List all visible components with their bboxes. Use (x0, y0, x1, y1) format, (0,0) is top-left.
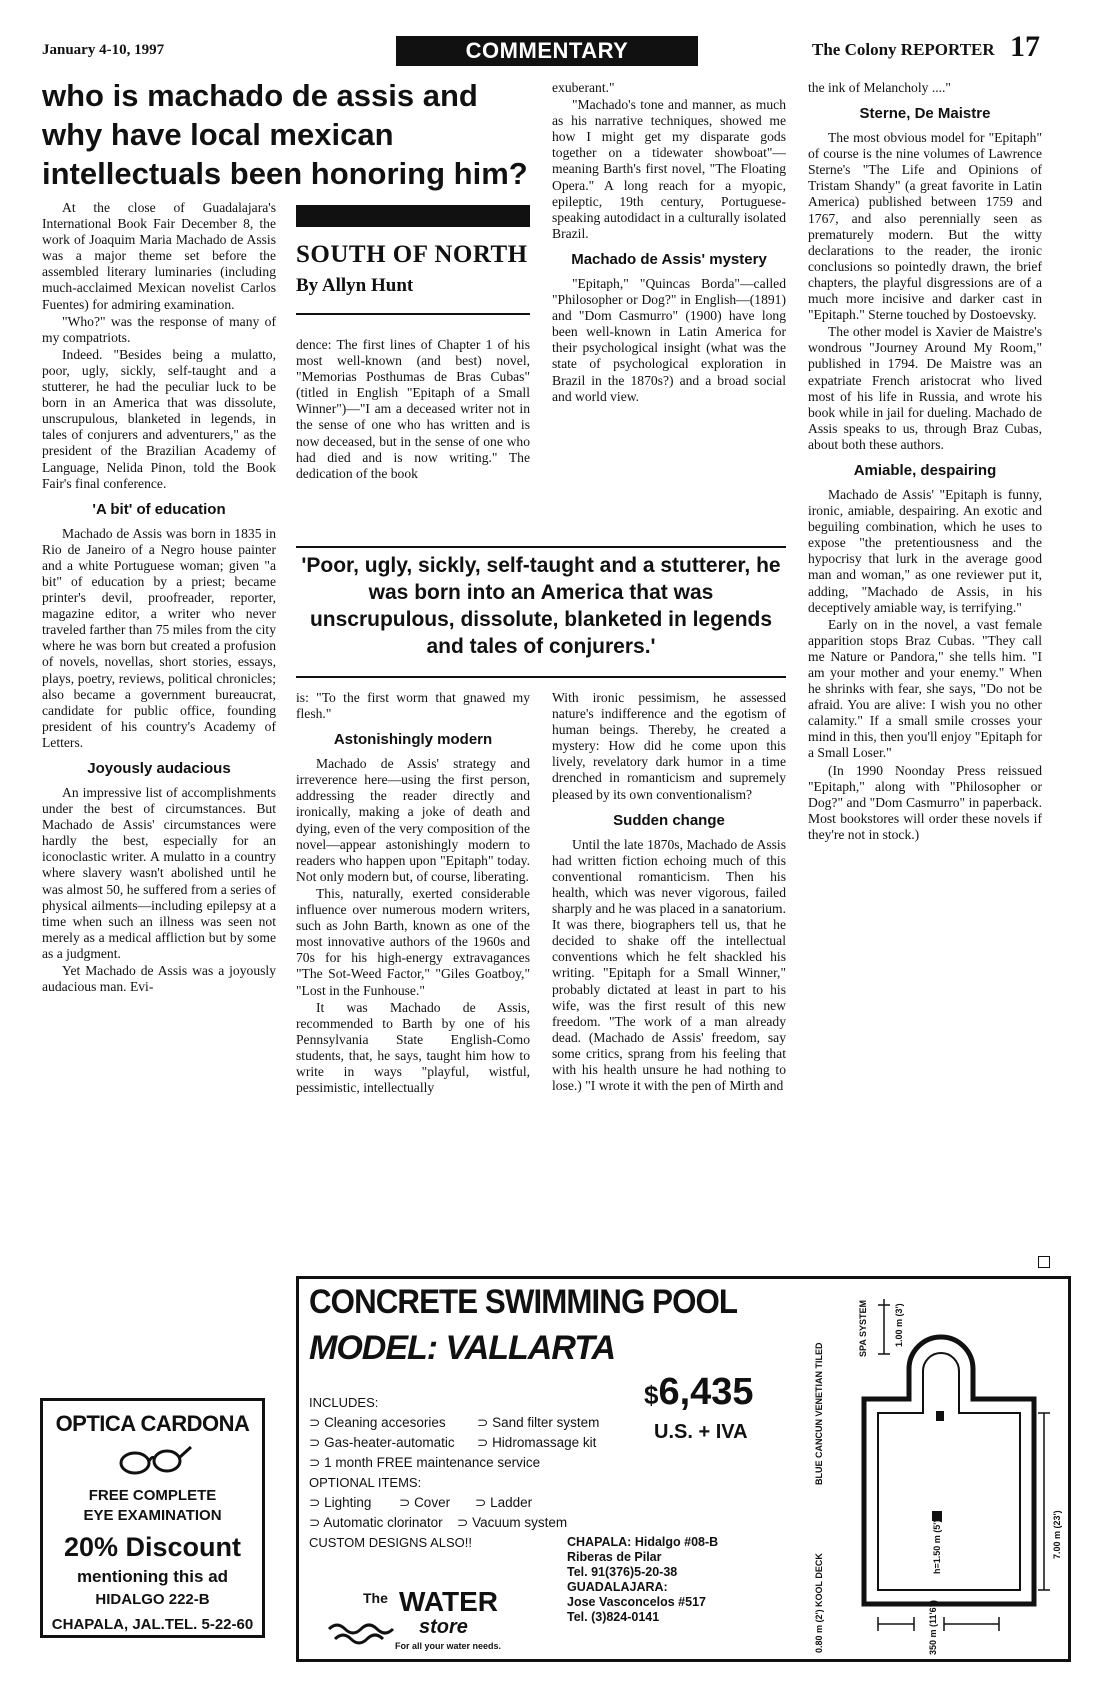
logo-water: WATER (399, 1586, 499, 1617)
include-item-label: 1 month FREE maintenance service (324, 1455, 541, 1470)
optional-item-label: Vacuum system (472, 1515, 568, 1530)
address-line: Tel. (3)824-0141 (567, 1610, 660, 1624)
paragraph: "Machado's tone and manner, as much as his narrative techniques, showed me how I might get my disparate gods together on a tidewater showboat"—meaning Barth's first novel, "The Floating Opera." A long reach for a myopic, epileptic, 19th century, Portuguese-speaking autodidact in a culturally isolated Brazil. (552, 97, 786, 241)
optica-line-3: mentioning this ad (76, 1567, 229, 1586)
paragraph: Machado de Assis was born in 1835 in Rio de Janeiro of a Negro house painter and a white Portuguese woman; given "a bit" of education by a priest; became printer's devil, proofreader, reporter, magazine editor, a writer who never traveled farther than 75 miles from the city where he was born but created a profusion of novels, novellas, short stories, essays, plays, poetry, reviews, political chronicles; also became a government bureaucrat, candidate for public office, founding president of his country's Academy of Letters. (42, 525, 276, 750)
article-column-2-top (296, 337, 530, 483)
article-column-1 (42, 200, 276, 996)
paragraph: (In 1990 Noonday Press reissued "Epitaph," along with "Philosopher or Dog?" and "Dom Casmurro" in paperback. Most bookstores will order these novels if they're not in stock.) (808, 762, 1042, 842)
paragraph: Yet Machado de Assis was a joyously audacious man. Evi- (42, 963, 276, 995)
subheading: Sudden change (613, 811, 725, 829)
water-wave-icon (329, 1625, 393, 1633)
paragraph: Machado de Assis' strategy and irreverence here—using the first person, addressing the reader directly and ironically, making a joke of death and dying, even of the very composition of the novel—appear astonishingly modern to readers who happen upon "Epitaph" today. Not only modern but, of course, liberating. (296, 756, 530, 884)
include-item: ⊃ 1 month FREE maintenance service (309, 1455, 541, 1470)
paragraph: It was Machado de Assis, recommended to Barth by one of his Pennsylvania State English-Como students, that, he says, taught him how to write in ways "playful, wistful, pessimistic, intellectually (296, 999, 530, 1096)
optional-item: ⊃ Ladder (475, 1495, 533, 1510)
price-amount: 6,435 (658, 1371, 754, 1413)
plan-length-label: 7.00 m (23') (1052, 1510, 1062, 1559)
article-column-4 (808, 80, 1042, 844)
page-number: 17 (1010, 30, 1040, 63)
pullquote-rule-bottom (296, 676, 786, 678)
pool-price-tax: U.S. + IVA (654, 1421, 748, 1443)
water-store-logo (327, 1581, 517, 1653)
plan-top-dimension: 1.00 m (3') (894, 1303, 904, 1347)
logo-store: store (419, 1616, 468, 1638)
pool-ad-model: MODEL: VALLARTA (309, 1329, 616, 1367)
optica-line-2: EYE EXAMINATION (83, 1507, 222, 1524)
plan-spa-label: SPA SYSTEM (858, 1299, 868, 1357)
address-line: Tel. 91(376)5-20-38 (567, 1565, 678, 1579)
plan-bottom-left-dimension: 0.80 m (2') (814, 1609, 824, 1653)
logo-the: The (363, 1590, 388, 1606)
include-item-label: Cleaning accesories (324, 1415, 446, 1430)
optica-name: OPTICA CARDONA (55, 1411, 250, 1436)
store-address (567, 1535, 718, 1625)
include-item-label: Hidromassage kit (492, 1435, 597, 1450)
article-column-3-top (552, 80, 786, 406)
paragraph: Until the late 1870s, Machado de Assis had written fiction echoing much of this conventional romanticism. Then his health, which was never vigorous, failed sharply and he was placed in a sanatorium. It was there, biographers tell us, that he decided to shake off the intellectual conventions which he felt shackled his writing. "Epitaph for a Small Winner," probably dictated at least in part to his wife, was the first result of this new freedom. "The work of a man already dead. (Machado de Assis' freedom, say some critics, sprang from his feeling that with his health unsure he had nothing to lose.) "I wrote it with the pen of Mirth and (552, 836, 786, 1094)
article-column-2-bottom (296, 690, 530, 1097)
subheading: Sterne, De Maistre (859, 105, 991, 123)
include-item: ⊃ Hidromassage kit (477, 1435, 597, 1450)
paragraph: the ink of Melancholy ...." (808, 80, 951, 95)
address-line: Jose Vasconcelos #517 (567, 1595, 706, 1609)
optional-item: ⊃ Lighting (309, 1495, 372, 1510)
include-item-label: Sand filter system (492, 1415, 600, 1430)
pool-floor-plan (794, 1299, 1064, 1657)
paragraph: With ironic pessimism, he assessed nature's indifference and the egotism of human beings. Thereby, he created a mystery: How did he come upon this lively, revelatory dark humor in a time drenched in romanticism and supremely pleased by its own conventionalism? (552, 690, 786, 802)
include-item: ⊃ Gas-heater-automatic (309, 1435, 455, 1450)
optional-item-label: Lighting (324, 1495, 372, 1510)
paragraph: The most obvious model for "Epitaph" of course is the nine volumes of Lawrence Sterne's "The Life and Opinions of Tristam Shandy" (a great favorite in Latin America) published between 1759 and 1767, and also perennially seen as prematurely modern. But the witty declarations to the reader, the ironic conclusions so pointedly drawn, the brief chapters, the playful disgressions are of a much more incisive and darker cast in "Epitaph." Sterne touched by Dostoevsky. (808, 130, 1042, 323)
price-currency: $ (644, 1380, 659, 1410)
byline: By Allyn Hunt (296, 275, 414, 296)
plan-bottom-right-dimension: 350 m (11'6") (928, 1600, 938, 1655)
paragraph: At the close of Guadalajara's International Book Fair December 8, the work of Joaquim Maria Machado de Assis was a major theme set before the assembled literary luminaries (including much-acclaimed Mexican novelist Carlos Fuentes) for admiring examination. (42, 200, 276, 312)
pullquote-rule-top (296, 546, 786, 548)
eyeglasses-icon (113, 1443, 193, 1477)
square-end-mark-icon (1038, 1256, 1050, 1268)
divider (296, 313, 530, 315)
optional-item-label: Cover (414, 1495, 451, 1510)
include-item-label: Gas-heater-automatic (324, 1435, 455, 1450)
address-line: CHAPALA: Hidalgo #08-B (567, 1535, 719, 1549)
pool-price (644, 1371, 754, 1414)
plan-depth-label: h=1.50 m (5') (932, 1519, 942, 1574)
water-wave-icon (335, 1635, 383, 1643)
address-line: GUADALAJARA: (567, 1580, 668, 1594)
paragraph: Early on in the novel, a vast female apparition stops Braz Cubas. "They call me Nature or Pandora," she tells him. "I am your mother and your enemy." When he shrinks with fear, she says, "Do not be afraid. You are alive: I wish you no other calamity." If a small smile crosses your mind in this, then you'll enjoy "Epitaph for a Small Loser." (808, 616, 1042, 761)
optional-item: ⊃ Automatic clorinator (309, 1515, 443, 1530)
column-logo-bar (296, 205, 530, 227)
optional-item-label: Ladder (490, 1495, 533, 1510)
paragraph: Machado de Assis' "Epitaph is funny, ironic, amiable, despairing. An exotic and beguiling combination, which he uses to expose "the pretentiousness and the hypocrisy that lurk in the average good man and woman," as one reviewer put it, adding, "Machado de Assis, in his deceptively amiable way, is terrifying." (808, 486, 1042, 615)
paragraph: The other model is Xavier de Maistre's wondrous "Journey Around My Room," published in 1794. De Maistre was an expatriate French aristocrat who lived most of his life in Russia, and wrote his book while in jail for dueling. Machado de Assis speaks to us, through Braz Cubas, about both these authors. (808, 324, 1042, 452)
include-item: ⊃ Sand filter system (477, 1415, 600, 1430)
plan-deck-label: KOOL DECK (814, 1553, 824, 1607)
subheading: Machado de Assis' mystery (571, 250, 767, 268)
pool-ad-title: CONCRETE SWIMMING POOL (309, 1283, 738, 1321)
optica-address: HIDALGO 222-B (95, 1591, 210, 1608)
subheading: Joyously audacious (87, 760, 231, 777)
subheading: Astonishingly modern (333, 731, 493, 749)
subheading: Amiable, despairing (853, 461, 997, 479)
optional-label: OPTIONAL ITEMS: (309, 1475, 422, 1490)
issue-date: January 4-10, 1997 (42, 42, 165, 58)
paragraph: exuberant." (552, 80, 615, 95)
optional-item-label: Automatic clorinator (323, 1515, 443, 1530)
paragraph: Indeed. "Besides being a mulatto, poor, ugly, sickly, self-taught and a stutterer, he had the peculiar luck to be born in an America that was dissolute, unscrupulous, blanketed in legends, in tales of conjurers and adventurers," as the president of the Brazilian Academy of Language, Nelida Pinon, told the Book Fair's final conference. (42, 346, 276, 491)
paragraph: is: "To the first worm that gnawed my flesh." (296, 690, 530, 722)
paragraph: "Epitaph," "Quincas Borda"—called "Philosopher or Dog?" in English—(1891) and "Dom Casmurro" (1900) have long been well-known in Latin America for their psychological insight (what was the state of psychological exploration in Brazil in the 1870s?) and a broad social and world view. (552, 275, 786, 404)
includes-label: INCLUDES: (309, 1395, 379, 1410)
paragraph: This, naturally, exerted considerable influence over numerous modern writers, such as John Barth, known as one of the most innovative authors of the 1960s and 70s for his high-energy extravagances "The Sot-Weed Factor," "Giles Goatboy," "Lost in the Funhouse." (296, 885, 530, 998)
optica-cardona-ad (40, 1398, 265, 1638)
address-line: Riberas de Pilar (567, 1550, 662, 1564)
pull-quote: 'Poor, ugly, sickly, self-taught and a stutterer, he was born into an America that was unscrupulous, dissolute, blanketed in legends and tales of conjurers.' (301, 554, 781, 658)
custom-designs: CUSTOM DESIGNS ALSO!! (309, 1535, 473, 1550)
section-title: COMMENTARY (396, 36, 698, 66)
include-item: ⊃ Cleaning accesories (309, 1415, 446, 1430)
plan-tile-label: BLUE CANCUN VENETIAN TILED (814, 1342, 824, 1485)
column-logo (296, 205, 530, 315)
logo-tagline: For all your water needs. (395, 1641, 502, 1651)
subheading: 'A bit' of education (92, 500, 226, 518)
column-name: SOUTH OF NORTH (296, 241, 528, 268)
optica-phone: CHAPALA, JAL.TEL. 5-22-60 (51, 1616, 254, 1633)
paragraph: dence: The first lines of Chapter 1 of his most well-known (and best) novel, "Memorias Posthumas de Bras Cubas" (titled in English "Epitaph of a Small Winner")—"I am a deceased writer not in the sense of one who has written and is now deceased, but in the sense of one who had died and is now writing." The dedication of the book (296, 337, 530, 481)
optica-line-1: FREE COMPLETE (88, 1487, 217, 1504)
newspaper-name: The Colony REPORTER (812, 40, 995, 59)
headline: who is machado de assis and why have local mexican intellectuals been honoring him? (42, 78, 528, 191)
article-column-3-bottom (552, 690, 786, 1095)
paragraph: "Who?" was the response of many of my compatriots. (42, 313, 276, 345)
optional-item: ⊃ Cover (399, 1495, 451, 1510)
optional-item: ⊃ Vacuum system (457, 1515, 568, 1530)
paragraph: An impressive list of accomplishments under the best of circumstances. But Machado de Assis' circumstances were hardly the best, especially for an iconoclastic writer. A mulatto in a country where slavery wasn't abolished until he was almost 50, he suffered from a series of physical ailments—including epilepsy at a time when such an illness was seen not merely as a medical affliction but by some as a judgment. (42, 785, 276, 961)
optica-discount: 20% Discount (63, 1532, 242, 1562)
swimming-pool-ad (296, 1276, 1071, 1662)
